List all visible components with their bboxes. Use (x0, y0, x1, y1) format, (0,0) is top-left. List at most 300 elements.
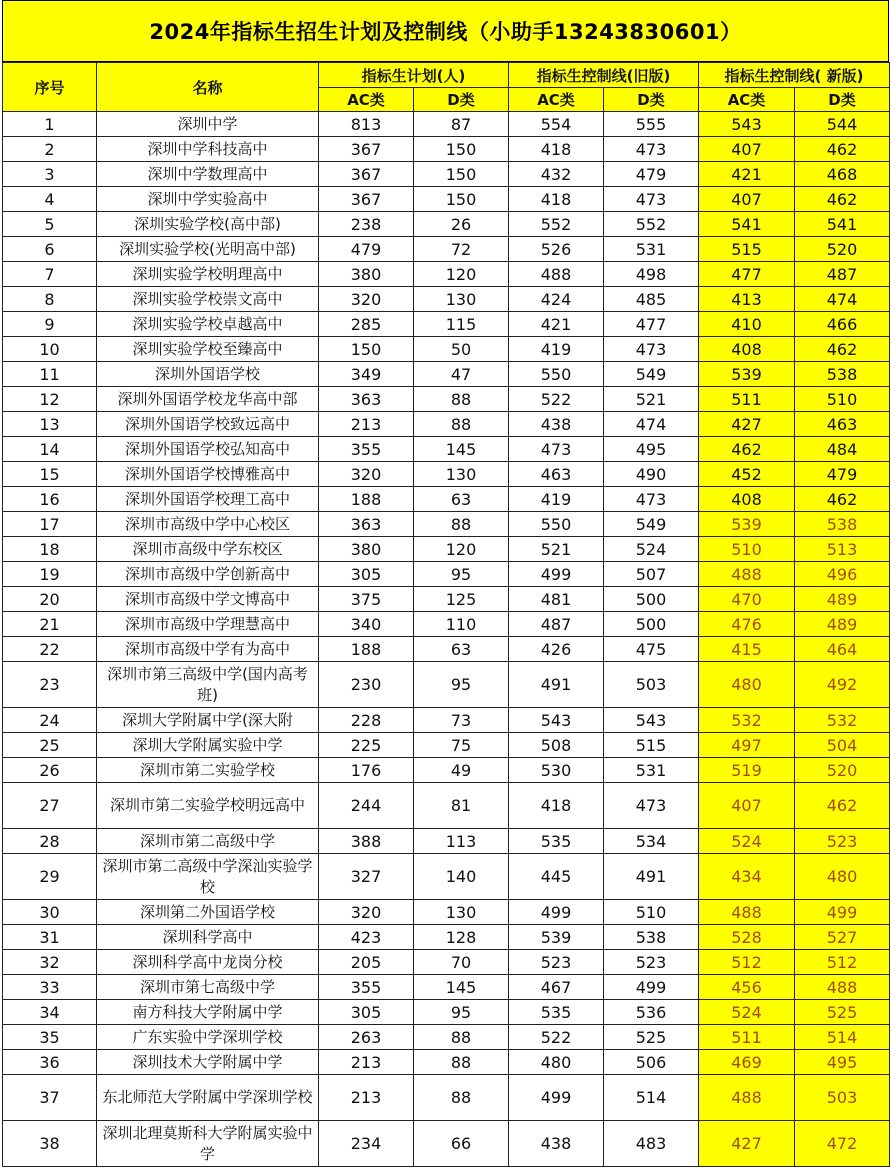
row-plan-ac: 225 (319, 733, 414, 758)
table-row (3, 783, 890, 829)
row-old-line-ac: 522 (509, 1025, 604, 1050)
row-old-line-ac: 535 (509, 829, 604, 854)
row-school-name: 深圳外国语学校理工高中 (97, 487, 319, 512)
row-old-line-ac: 480 (509, 1050, 604, 1075)
row-school-name: 深圳市第七高级中学 (97, 975, 319, 1000)
row-plan-ac: 176 (319, 758, 414, 783)
row-plan-d: 130 (414, 287, 509, 312)
row-plan-d: 50 (414, 337, 509, 362)
row-plan-d: 145 (414, 975, 509, 1000)
row-seq: 31 (3, 925, 97, 950)
row-new-line-d: 527 (795, 925, 890, 950)
row-old-line-d: 474 (604, 412, 699, 437)
table-header (3, 63, 890, 112)
row-seq: 16 (3, 487, 97, 512)
table-row (3, 587, 890, 612)
row-old-line-ac: 550 (509, 362, 604, 387)
table-row (3, 312, 890, 337)
row-school-name: 深圳科学高中龙岗分校 (97, 950, 319, 975)
row-old-line-d: 473 (604, 137, 699, 162)
row-plan-d: 128 (414, 925, 509, 950)
row-plan-ac: 367 (319, 162, 414, 187)
row-plan-d: 66 (414, 1121, 509, 1167)
row-new-line-ac: 434 (699, 854, 795, 900)
row-plan-d: 49 (414, 758, 509, 783)
row-new-line-ac: 413 (699, 287, 795, 312)
row-new-line-ac: 421 (699, 162, 795, 187)
row-new-line-ac: 477 (699, 262, 795, 287)
table-row (3, 262, 890, 287)
row-new-line-ac: 539 (699, 362, 795, 387)
row-new-line-ac: 408 (699, 487, 795, 512)
row-new-line-d: 538 (795, 362, 890, 387)
row-school-name: 深圳市高级中学中心校区 (97, 512, 319, 537)
row-new-line-ac: 407 (699, 783, 795, 829)
row-new-line-ac: 480 (699, 662, 795, 708)
row-school-name: 深圳外国语学校致远高中 (97, 412, 319, 437)
row-plan-ac: 813 (319, 112, 414, 137)
row-plan-ac: 479 (319, 237, 414, 262)
row-old-line-d: 479 (604, 162, 699, 187)
row-plan-d: 120 (414, 537, 509, 562)
row-seq: 18 (3, 537, 97, 562)
row-school-name: 深圳实验学校(光明高中部) (97, 237, 319, 262)
row-old-line-d: 499 (604, 975, 699, 1000)
row-plan-d: 95 (414, 562, 509, 587)
row-school-name: 广东实验中学深圳学校 (97, 1025, 319, 1050)
table-row (3, 975, 890, 1000)
row-seq: 28 (3, 829, 97, 854)
row-plan-ac: 355 (319, 975, 414, 1000)
row-seq: 1 (3, 112, 97, 137)
header-new-ac: AC类 (699, 88, 795, 112)
row-plan-ac: 213 (319, 1050, 414, 1075)
row-plan-ac: 234 (319, 1121, 414, 1167)
row-new-line-d: 480 (795, 854, 890, 900)
header-seq: 序号 (3, 63, 97, 112)
table-row (3, 829, 890, 854)
row-school-name: 深圳市高级中学创新高中 (97, 562, 319, 587)
row-new-line-ac: 541 (699, 212, 795, 237)
row-seq: 9 (3, 312, 97, 337)
row-old-line-d: 549 (604, 362, 699, 387)
row-old-line-ac: 438 (509, 1121, 604, 1167)
row-old-line-d: 549 (604, 512, 699, 537)
row-plan-ac: 380 (319, 537, 414, 562)
row-plan-d: 125 (414, 587, 509, 612)
row-old-line-d: 538 (604, 925, 699, 950)
row-old-line-ac: 418 (509, 187, 604, 212)
table-row (3, 187, 890, 212)
row-new-line-d: 487 (795, 262, 890, 287)
row-old-line-ac: 438 (509, 412, 604, 437)
row-new-line-d: 464 (795, 637, 890, 662)
row-old-line-ac: 523 (509, 950, 604, 975)
row-new-line-ac: 410 (699, 312, 795, 337)
row-school-name: 深圳中学数理高中 (97, 162, 319, 187)
table-row (3, 512, 890, 537)
row-old-line-ac: 499 (509, 900, 604, 925)
row-plan-ac: 263 (319, 1025, 414, 1050)
row-old-line-d: 531 (604, 758, 699, 783)
row-old-line-d: 524 (604, 537, 699, 562)
row-plan-ac: 340 (319, 612, 414, 637)
row-new-line-d: 496 (795, 562, 890, 587)
row-old-line-ac: 552 (509, 212, 604, 237)
row-plan-ac: 213 (319, 1075, 414, 1121)
row-seq: 23 (3, 662, 97, 708)
row-new-line-d: 489 (795, 587, 890, 612)
table-row (3, 562, 890, 587)
row-old-line-ac: 522 (509, 387, 604, 412)
row-old-line-d: 555 (604, 112, 699, 137)
row-new-line-d: 474 (795, 287, 890, 312)
table-row (3, 487, 890, 512)
row-plan-ac: 363 (319, 387, 414, 412)
row-seq: 38 (3, 1121, 97, 1167)
row-new-line-ac: 452 (699, 462, 795, 487)
row-seq: 15 (3, 462, 97, 487)
row-new-line-ac: 511 (699, 387, 795, 412)
row-new-line-d: 499 (795, 900, 890, 925)
row-old-line-d: 475 (604, 637, 699, 662)
row-plan-d: 88 (414, 1075, 509, 1121)
row-plan-ac: 213 (319, 412, 414, 437)
row-new-line-ac: 519 (699, 758, 795, 783)
row-old-line-d: 473 (604, 487, 699, 512)
header-new-line-group: 指标生控制线( 新版) (699, 63, 890, 88)
row-old-line-ac: 473 (509, 437, 604, 462)
row-new-line-ac: 476 (699, 612, 795, 637)
row-seq: 33 (3, 975, 97, 1000)
table-row (3, 387, 890, 412)
row-plan-d: 70 (414, 950, 509, 975)
row-new-line-d: 489 (795, 612, 890, 637)
row-new-line-ac: 539 (699, 512, 795, 537)
row-school-name: 深圳市第二高级中学深汕实验学校 (97, 854, 319, 900)
row-old-line-ac: 424 (509, 287, 604, 312)
row-seq: 25 (3, 733, 97, 758)
row-new-line-d: 514 (795, 1025, 890, 1050)
row-new-line-ac: 488 (699, 1075, 795, 1121)
admission-table (2, 62, 890, 1167)
row-plan-d: 26 (414, 212, 509, 237)
row-new-line-ac: 488 (699, 562, 795, 587)
header-old-d: D类 (604, 88, 699, 112)
row-new-line-d: 462 (795, 337, 890, 362)
row-school-name: 深圳市高级中学东校区 (97, 537, 319, 562)
row-new-line-d: 479 (795, 462, 890, 487)
row-plan-d: 150 (414, 162, 509, 187)
row-seq: 2 (3, 137, 97, 162)
row-plan-ac: 188 (319, 487, 414, 512)
table-row (3, 362, 890, 387)
table-row (3, 900, 890, 925)
table-row (3, 1050, 890, 1075)
table-row (3, 854, 890, 900)
table-body (3, 112, 890, 1167)
row-old-line-ac: 535 (509, 1000, 604, 1025)
row-old-line-ac: 488 (509, 262, 604, 287)
row-old-line-ac: 463 (509, 462, 604, 487)
row-plan-d: 113 (414, 829, 509, 854)
row-plan-ac: 205 (319, 950, 414, 975)
row-old-line-d: 506 (604, 1050, 699, 1075)
table-row (3, 925, 890, 950)
row-plan-ac: 349 (319, 362, 414, 387)
row-old-line-ac: 432 (509, 162, 604, 187)
row-old-line-d: 503 (604, 662, 699, 708)
row-plan-d: 73 (414, 708, 509, 733)
row-seq: 4 (3, 187, 97, 212)
row-new-line-ac: 532 (699, 708, 795, 733)
header-name: 名称 (97, 63, 319, 112)
row-seq: 11 (3, 362, 97, 387)
row-seq: 35 (3, 1025, 97, 1050)
table-row (3, 662, 890, 708)
row-new-line-d: 462 (795, 187, 890, 212)
table-row (3, 1075, 890, 1121)
row-plan-d: 88 (414, 387, 509, 412)
row-old-line-d: 500 (604, 612, 699, 637)
row-new-line-d: 503 (795, 1075, 890, 1121)
row-new-line-d: 512 (795, 950, 890, 975)
row-plan-d: 120 (414, 262, 509, 287)
table-row (3, 733, 890, 758)
row-school-name: 深圳科学高中 (97, 925, 319, 950)
row-seq: 3 (3, 162, 97, 187)
row-school-name: 深圳市第三高级中学(国内高考班) (97, 662, 319, 708)
row-school-name: 深圳外国语学校博雅高中 (97, 462, 319, 487)
table-row (3, 1121, 890, 1167)
row-plan-ac: 367 (319, 187, 414, 212)
row-seq: 10 (3, 337, 97, 362)
row-old-line-d: 491 (604, 854, 699, 900)
table-row (3, 462, 890, 487)
row-plan-d: 95 (414, 1000, 509, 1025)
row-old-line-ac: 491 (509, 662, 604, 708)
row-plan-ac: 375 (319, 587, 414, 612)
row-seq: 7 (3, 262, 97, 287)
row-seq: 20 (3, 587, 97, 612)
row-plan-ac: 150 (319, 337, 414, 362)
row-plan-ac: 327 (319, 854, 414, 900)
row-old-line-ac: 421 (509, 312, 604, 337)
table-row (3, 412, 890, 437)
row-plan-d: 110 (414, 612, 509, 637)
row-old-line-ac: 526 (509, 237, 604, 262)
row-seq: 17 (3, 512, 97, 537)
row-new-line-d: 513 (795, 537, 890, 562)
table-row (3, 337, 890, 362)
row-school-name: 深圳中学 (97, 112, 319, 137)
row-new-line-d: 520 (795, 237, 890, 262)
row-old-line-d: 495 (604, 437, 699, 462)
row-old-line-d: 510 (604, 900, 699, 925)
row-new-line-d: 463 (795, 412, 890, 437)
table-row (3, 162, 890, 187)
header-plan-d: D类 (414, 88, 509, 112)
row-seq: 5 (3, 212, 97, 237)
row-new-line-ac: 488 (699, 900, 795, 925)
row-old-line-ac: 499 (509, 562, 604, 587)
row-old-line-ac: 418 (509, 137, 604, 162)
row-school-name: 深圳中学科技高中 (97, 137, 319, 162)
row-school-name: 深圳北理莫斯科大学附属实验中学 (97, 1121, 319, 1167)
row-new-line-ac: 427 (699, 412, 795, 437)
row-new-line-d: 525 (795, 1000, 890, 1025)
row-seq: 37 (3, 1075, 97, 1121)
row-old-line-d: 531 (604, 237, 699, 262)
row-plan-ac: 363 (319, 512, 414, 537)
row-old-line-d: 507 (604, 562, 699, 587)
row-school-name: 深圳市高级中学文博高中 (97, 587, 319, 612)
row-old-line-ac: 543 (509, 708, 604, 733)
row-plan-d: 140 (414, 854, 509, 900)
row-old-line-ac: 419 (509, 487, 604, 512)
row-old-line-d: 525 (604, 1025, 699, 1050)
row-plan-ac: 230 (319, 662, 414, 708)
row-plan-ac: 228 (319, 708, 414, 733)
header-new-d: D类 (795, 88, 890, 112)
row-plan-d: 115 (414, 312, 509, 337)
row-plan-d: 63 (414, 637, 509, 662)
row-plan-ac: 423 (319, 925, 414, 950)
row-school-name: 深圳第二外国语学校 (97, 900, 319, 925)
row-new-line-d: 510 (795, 387, 890, 412)
row-school-name: 深圳大学附属中学(深大附 (97, 708, 319, 733)
row-new-line-ac: 528 (699, 925, 795, 950)
row-plan-d: 130 (414, 462, 509, 487)
row-new-line-ac: 524 (699, 829, 795, 854)
row-plan-ac: 244 (319, 783, 414, 829)
row-new-line-d: 544 (795, 112, 890, 137)
row-seq: 29 (3, 854, 97, 900)
row-school-name: 深圳实验学校崇文高中 (97, 287, 319, 312)
row-plan-ac: 367 (319, 137, 414, 162)
row-school-name: 深圳市第二实验学校 (97, 758, 319, 783)
row-new-line-d: 462 (795, 487, 890, 512)
row-school-name: 深圳实验学校(高中部) (97, 212, 319, 237)
row-school-name: 深圳外国语学校龙华高中部 (97, 387, 319, 412)
table-row (3, 112, 890, 137)
row-old-line-d: 523 (604, 950, 699, 975)
row-new-line-d: 492 (795, 662, 890, 708)
row-school-name: 深圳市高级中学有为高中 (97, 637, 319, 662)
row-new-line-ac: 511 (699, 1025, 795, 1050)
row-old-line-ac: 539 (509, 925, 604, 950)
row-plan-d: 87 (414, 112, 509, 137)
row-old-line-ac: 418 (509, 783, 604, 829)
row-school-name: 深圳技术大学附属中学 (97, 1050, 319, 1075)
row-old-line-d: 514 (604, 1075, 699, 1121)
header-plan-group: 指标生计划(人) (319, 63, 509, 88)
row-plan-d: 47 (414, 362, 509, 387)
row-old-line-ac: 445 (509, 854, 604, 900)
row-new-line-d: 495 (795, 1050, 890, 1075)
table-row (3, 758, 890, 783)
row-plan-ac: 320 (319, 287, 414, 312)
row-seq: 36 (3, 1050, 97, 1075)
row-new-line-d: 472 (795, 1121, 890, 1167)
row-seq: 8 (3, 287, 97, 312)
row-new-line-d: 468 (795, 162, 890, 187)
row-new-line-ac: 407 (699, 187, 795, 212)
table-row (3, 212, 890, 237)
table-row (3, 612, 890, 637)
row-new-line-d: 541 (795, 212, 890, 237)
table-row (3, 287, 890, 312)
row-new-line-ac: 512 (699, 950, 795, 975)
row-plan-d: 88 (414, 512, 509, 537)
row-new-line-d: 462 (795, 783, 890, 829)
table-row (3, 437, 890, 462)
row-plan-d: 88 (414, 1025, 509, 1050)
table-row (3, 637, 890, 662)
row-plan-d: 81 (414, 783, 509, 829)
row-old-line-d: 521 (604, 387, 699, 412)
row-plan-d: 95 (414, 662, 509, 708)
row-plan-d: 88 (414, 1050, 509, 1075)
row-old-line-ac: 521 (509, 537, 604, 562)
row-seq: 26 (3, 758, 97, 783)
row-new-line-ac: 497 (699, 733, 795, 758)
row-old-line-d: 490 (604, 462, 699, 487)
row-plan-ac: 380 (319, 262, 414, 287)
row-seq: 6 (3, 237, 97, 262)
row-plan-d: 75 (414, 733, 509, 758)
row-seq: 12 (3, 387, 97, 412)
row-new-line-d: 488 (795, 975, 890, 1000)
row-new-line-d: 504 (795, 733, 890, 758)
row-new-line-d: 520 (795, 758, 890, 783)
row-plan-ac: 238 (319, 212, 414, 237)
row-new-line-ac: 510 (699, 537, 795, 562)
row-old-line-d: 477 (604, 312, 699, 337)
row-new-line-ac: 415 (699, 637, 795, 662)
row-old-line-ac: 481 (509, 587, 604, 612)
header-old-ac: AC类 (509, 88, 604, 112)
row-old-line-d: 500 (604, 587, 699, 612)
row-old-line-d: 483 (604, 1121, 699, 1167)
score-sheet (2, 0, 889, 1167)
row-school-name: 深圳市高级中学理慧高中 (97, 612, 319, 637)
row-school-name: 东北师范大学附属中学深圳学校 (97, 1075, 319, 1121)
table-row (3, 1025, 890, 1050)
row-old-line-ac: 487 (509, 612, 604, 637)
row-old-line-ac: 499 (509, 1075, 604, 1121)
table-row (3, 950, 890, 975)
row-seq: 24 (3, 708, 97, 733)
row-old-line-d: 473 (604, 337, 699, 362)
row-seq: 34 (3, 1000, 97, 1025)
row-old-line-d: 543 (604, 708, 699, 733)
row-school-name: 深圳中学实验高中 (97, 187, 319, 212)
row-old-line-ac: 426 (509, 637, 604, 662)
row-old-line-d: 498 (604, 262, 699, 287)
row-new-line-d: 523 (795, 829, 890, 854)
table-row (3, 237, 890, 262)
row-plan-ac: 320 (319, 462, 414, 487)
row-school-name: 南方科技大学附属中学 (97, 1000, 319, 1025)
row-new-line-d: 538 (795, 512, 890, 537)
row-school-name: 深圳大学附属实验中学 (97, 733, 319, 758)
row-plan-d: 130 (414, 900, 509, 925)
row-plan-d: 150 (414, 137, 509, 162)
row-school-name: 深圳实验学校明理高中 (97, 262, 319, 287)
row-old-line-ac: 508 (509, 733, 604, 758)
row-seq: 27 (3, 783, 97, 829)
